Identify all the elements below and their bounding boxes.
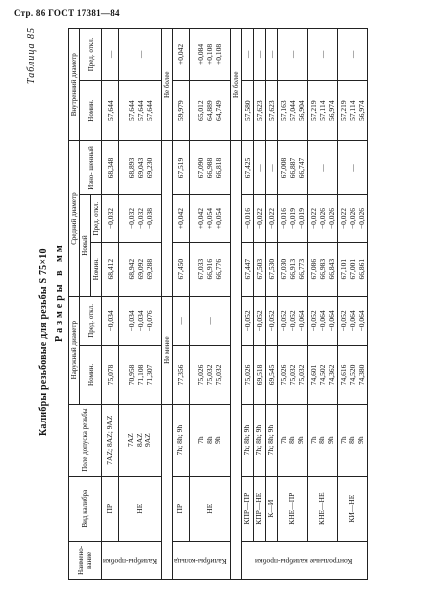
cell-inner-dev: +0,084 +0,108 +0,108 — [189, 29, 231, 81]
cell-worn: 68,893 69,043 69,230 — [119, 141, 162, 195]
table-row — [102, 29, 119, 580]
marker-not-more: Не более — [231, 29, 242, 142]
cell-outer-nom: 70,958 71,108 71,307 — [119, 346, 162, 404]
group-label: Калибры-пробки — [103, 556, 158, 566]
group-cell-plug — [102, 541, 162, 579]
marker-not-more: Не более — [161, 29, 172, 142]
cell-outer-nom: 75,026 75,032 75,032 — [278, 346, 308, 404]
cell-inner-nom: 57,623 — [266, 80, 278, 141]
cell-kind: НЕ — [119, 476, 162, 541]
cell-mid-dev: −0,032 −0,032 −0,038 — [119, 195, 162, 242]
cell-mid-dev: −0,022 — [266, 195, 278, 242]
cell-inner-nom: 57,219 57,114 56,974 — [338, 80, 368, 141]
cell-mid-nom: 67,447 — [242, 242, 254, 296]
cell-mid-dev: −0,022 −0,026 −0,026 — [308, 195, 338, 242]
cell-kind: К—И — [266, 476, 278, 541]
cell-outer-dev: −0,052 — [242, 296, 254, 345]
cell-inner-nom: 59,979 — [172, 80, 189, 141]
cell-inner-nom: 57,623 — [254, 80, 266, 141]
table-row — [254, 29, 266, 580]
marker-not-less: Не менее — [161, 296, 172, 404]
cell-field: 7h; 8h; 9h — [242, 404, 254, 476]
table-row — [189, 29, 231, 580]
cell-inner-dev: +0,042 — [172, 29, 189, 81]
col-kind: Вид калибра — [69, 476, 102, 541]
cell-worn: 67,519 — [172, 141, 189, 195]
cell-field: 7AZ 8AZ 9AZ — [119, 404, 162, 476]
cell-worn: 67,090 66,988 66,818 — [189, 141, 231, 195]
cell-outer-dev: −0,052 −0,064 −0,064 — [308, 296, 338, 345]
cell-outer-dev: −0,034 — [102, 296, 119, 345]
cell-kind: КПР—НЕ — [254, 476, 266, 541]
cell-inner-dev: — — [338, 29, 368, 81]
group-label: Калибры-кольца — [173, 556, 227, 566]
cell-field: 7h; 8h; 9h — [266, 404, 278, 476]
cell-outer-nom: 74,601 74,502 74,362 — [308, 346, 338, 404]
cell-mid-nom: 67,503 — [254, 242, 266, 296]
cell-mid-dev: −0,016 — [242, 195, 254, 242]
cell-outer-nom: 74,616 74,520 74,380 — [338, 346, 368, 404]
cell-worn: — — [266, 141, 278, 195]
table-title: Калибры резьбовые для резьбы S 75×10 — [38, 248, 49, 436]
cell-kind: КНЕ—НЕ — [308, 476, 338, 541]
col-mid-nom: Номин. — [91, 242, 102, 296]
page-header: Стр. 86 ГОСТ 17381—84 — [14, 8, 120, 18]
table-number: Таблица 85 — [26, 27, 37, 84]
col-outer-dev: Пред. откл. — [80, 296, 102, 345]
cell-inner-nom: 57,644 — [102, 80, 119, 141]
cell-outer-nom: 75,026 — [242, 346, 254, 404]
cell-mid-nom: 67,086 66,983 66,843 — [308, 242, 338, 296]
col-inner: Внутренний диаметр — [69, 29, 80, 142]
table-row — [266, 29, 278, 580]
cell-inner-dev: — — [266, 29, 278, 81]
col-field: Поле допуска резьбы — [69, 404, 102, 476]
cell-inner-dev: — — [254, 29, 266, 81]
cell-field: 7h 8h 9h — [189, 404, 231, 476]
col-outer: Наружный диаметр — [69, 296, 80, 404]
cell-inner-nom: 57,644 57,644 57,644 — [119, 80, 162, 141]
marker-row — [231, 29, 242, 580]
cell-outer-nom: 75,026 75,032 75,032 — [189, 346, 231, 404]
col-name: Наимено- вание — [69, 541, 102, 579]
table-row — [308, 29, 338, 580]
cell-mid-nom: 67,030 66,913 66,773 — [278, 242, 308, 296]
cell-worn: — — [338, 141, 368, 195]
marker-row — [161, 29, 172, 580]
cell-outer-dev: — — [172, 296, 189, 345]
cell-worn: — — [308, 141, 338, 195]
cell-kind: ПР — [102, 476, 119, 541]
col-outer-nom: Номин. — [80, 346, 102, 404]
cell-outer-dev: −0,034 −0,034 −0,076 — [119, 296, 162, 345]
cell-field: 7h 8h 9h — [338, 404, 368, 476]
col-middle: Средний диаметр — [69, 141, 80, 296]
cell-worn: — — [254, 141, 266, 195]
cell-mid-nom: 67,530 — [266, 242, 278, 296]
group-label: Контрольные калибры-пробки — [254, 556, 353, 566]
cell-inner-nom: 65,012 64,889 64,749 — [189, 80, 231, 141]
cell-outer-dev: −0,052 −0,064 −0,064 — [338, 296, 368, 345]
col-mid-dev: Пред. откл. — [91, 195, 102, 242]
table-row — [119, 29, 162, 580]
cell-inner-nom: 57,219 57,114 56,974 — [308, 80, 338, 141]
col-inner-dev: Пред. откл. — [80, 29, 102, 81]
cell-kind: КПР—ПР — [242, 476, 254, 541]
rotated-page — [24, 21, 424, 586]
cell-field: 7h; 8h; 9h — [172, 404, 189, 476]
cell-inner-dev: — — [308, 29, 338, 81]
cell-mid-dev: +0,042 +0,054 +0,054 — [189, 195, 231, 242]
cell-field: 7h; 8h; 9h — [254, 404, 266, 476]
table-row — [242, 29, 254, 580]
cell-inner-dev: — — [242, 29, 254, 81]
cell-worn: 68,348 — [102, 141, 119, 195]
cell-kind: НЕ — [189, 476, 231, 541]
table-row — [172, 29, 189, 580]
cell-worn: 67,425 — [242, 141, 254, 195]
cell-worn: 67,008 66,887 66,747 — [278, 141, 308, 195]
cell-inner-dev: — — [119, 29, 162, 81]
cell-outer-nom: 69,545 — [266, 346, 278, 404]
cell-inner-nom: 57,580 — [242, 80, 254, 141]
cell-field: 7AZ; 8AZ; 9AZ — [102, 404, 119, 476]
cell-field: 7h 8h 9h — [308, 404, 338, 476]
cell-mid-dev: +0,042 — [172, 195, 189, 242]
cell-mid-nom: 68,412 — [102, 242, 119, 296]
cell-kind: КНЕ—ПР — [278, 476, 308, 541]
cell-mid-dev: −0,032 — [102, 195, 119, 242]
gauge-table — [68, 28, 368, 580]
cell-inner-nom: 57,163 57,044 56,904 — [278, 80, 308, 141]
group-cell-control — [242, 541, 368, 579]
cell-outer-dev: −0,052 −0,052 −0,064 — [278, 296, 308, 345]
table-row — [338, 29, 368, 580]
cell-outer-dev: — — [189, 296, 231, 345]
cell-outer-dev: −0,052 — [266, 296, 278, 345]
col-mid-worn: Изно- шенный — [80, 141, 102, 195]
cell-mid-nom: 67,101 67,001 66,861 — [338, 242, 368, 296]
table-subtitle: Размеры в мм — [54, 242, 65, 342]
table-row — [278, 29, 308, 580]
cell-outer-nom: 77,356 — [172, 346, 189, 404]
cell-mid-dev: −0,016 −0,019 −0,019 — [278, 195, 308, 242]
cell-kind: КИ—НЕ — [338, 476, 368, 541]
cell-field: 7h 8h 9h — [278, 404, 308, 476]
cell-kind: ПР — [172, 476, 189, 541]
cell-mid-dev: −0,022 −0,026 −0,026 — [338, 195, 368, 242]
cell-mid-nom: 68,942 69,092 69,288 — [119, 242, 162, 296]
cell-outer-nom: 75,078 — [102, 346, 119, 404]
cell-inner-dev: — — [278, 29, 308, 81]
group-cell-ring — [172, 541, 230, 579]
col-inner-nom: Номин. — [80, 80, 102, 141]
col-mid-new: Новый — [80, 195, 91, 296]
cell-outer-nom: 69,518 — [254, 346, 266, 404]
cell-inner-dev: — — [102, 29, 119, 81]
cell-outer-dev: −0,052 — [254, 296, 266, 345]
cell-mid-dev: −0,022 — [254, 195, 266, 242]
cell-mid-nom: 67,033 66,916 66,776 — [189, 242, 231, 296]
cell-mid-nom: 67,450 — [172, 242, 189, 296]
